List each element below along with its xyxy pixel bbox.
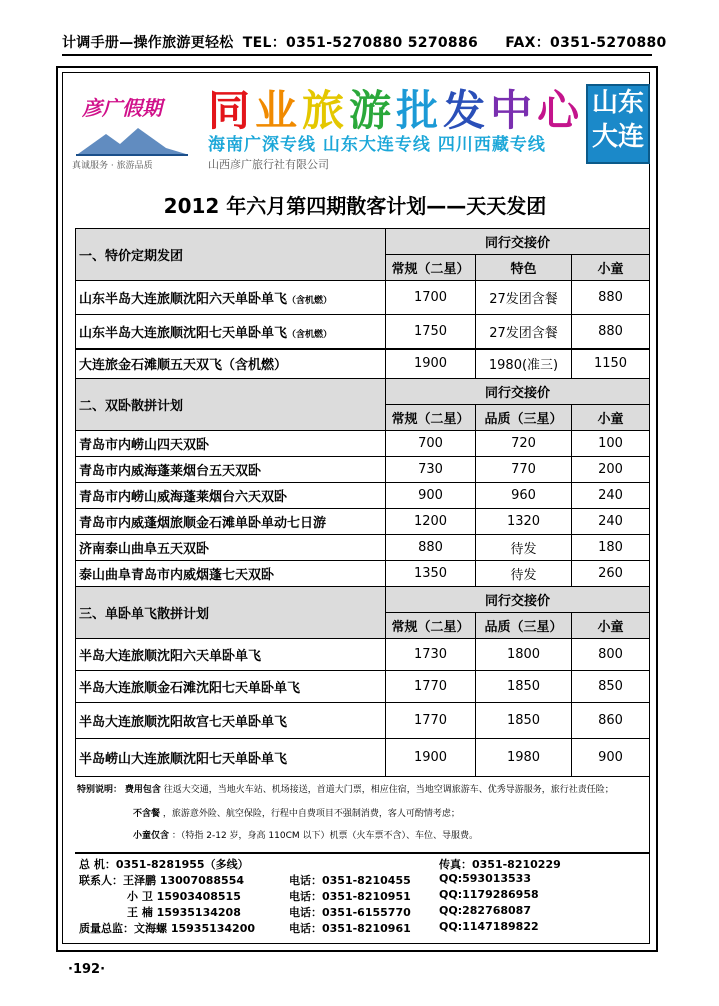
route-text: 山东半岛大连旅顺沈阳七天单卧单飞 (79, 325, 288, 341)
price-header: 同行交接价 (386, 587, 650, 613)
price-standard: 1770 (386, 703, 476, 739)
col-header: 品质（三星） (476, 405, 572, 431)
price-header: 同行交接价 (386, 229, 650, 255)
company-logo (72, 84, 196, 170)
contact-name: 小 卫 15903408515 (127, 890, 241, 903)
notes-line-included (77, 782, 614, 795)
col-header: 小童 (572, 613, 650, 639)
col-header: 特色 (476, 255, 572, 281)
contact-name: 质量总监：文海螺 15935134200 (79, 922, 256, 935)
contact-qq: QQ:593013533 (439, 872, 531, 885)
brand-name (208, 78, 584, 138)
mountain-icon (76, 126, 188, 156)
price-header: 同行交接价 (386, 379, 650, 405)
contact-tel: 电话：0351-6155770 (289, 906, 411, 919)
route-name: 泰山曲阜青岛市内威烟蓬七天双卧 (76, 561, 386, 587)
contact-tel: 电话：0351-8210455 (289, 874, 411, 887)
price-child: 200 (572, 457, 650, 483)
route-name (76, 281, 386, 315)
tour-price-table (75, 228, 650, 777)
price-standard: 1770 (386, 671, 476, 703)
price-special: 27发团含餐 (476, 281, 572, 315)
brand-char: 发 (443, 86, 491, 135)
excluded-label: 不含餐 (133, 809, 161, 819)
brand-char: 心 (537, 86, 585, 135)
price-standard: 1750 (386, 315, 476, 349)
banner (66, 76, 646, 172)
price-standard: 1730 (386, 639, 476, 671)
price-child: 260 (572, 561, 650, 587)
included-label: 费用包含 (124, 785, 161, 795)
route-name: 半岛大连旅顺沈阳故宫七天单卧单飞 (76, 703, 386, 739)
contact-name: 王 楠 15935134208 (127, 906, 241, 919)
badge-line-2: 大连 (591, 122, 644, 152)
page-title: 2012 年六月第四期散客计划——天天发团 (163, 194, 547, 218)
child-text: ：（特指 2-12 岁，身高 110CM 以下）机票（火车票不含）、车位、导服费。 (171, 831, 478, 841)
brand-char: 同 (208, 86, 256, 135)
logo-text: 彦广假期 (82, 96, 162, 120)
price-child: 240 (572, 509, 650, 535)
col-header: 常规（二星） (386, 255, 476, 281)
contact-qq: QQ:1179286958 (439, 888, 539, 901)
price-child: 860 (572, 703, 650, 739)
price-child: 880 (572, 281, 650, 315)
section-title: 一、特价定期发团 (76, 229, 386, 281)
route-name: 青岛市内威海蓬莱烟台五天双卧 (76, 457, 386, 483)
contact-qq: QQ:282768087 (439, 904, 531, 917)
table-row (76, 315, 650, 349)
col-header: 常规（二星） (386, 405, 476, 431)
main-phone: 总 机：0351-8281955（多线） (79, 858, 249, 871)
section-header-row (76, 379, 650, 405)
included-text: 往返大交通，当地火车站、机场接送，首道大门票，相应住宿，当地空调旅游车、优秀导游服务，旅行社责任险； (163, 785, 614, 795)
header-line (62, 32, 667, 56)
contact-name: 联系人：王泽鹏 13007088554 (79, 874, 245, 887)
child-label: 小童仅含 (133, 831, 170, 841)
brand-char: 批 (396, 86, 444, 135)
price-special: 1980(准三) (476, 349, 572, 379)
price-child: 100 (572, 431, 650, 457)
price-standard: 1700 (386, 281, 476, 315)
route-note: （含机燃） (287, 329, 333, 340)
route-name: 半岛大连旅顺沈阳六天单卧单飞 (76, 639, 386, 671)
col-header: 小童 (572, 255, 650, 281)
section-header-row (76, 587, 650, 613)
price-child: 900 (572, 739, 650, 777)
table-row (76, 431, 650, 457)
company-name: 山西彦广旅行社有限公司 (208, 158, 329, 171)
col-header: 品质（三星） (476, 613, 572, 639)
price-quality: 960 (476, 483, 572, 509)
price-child: 800 (572, 639, 650, 671)
table-row (76, 703, 650, 739)
price-standard: 1900 (386, 349, 476, 379)
table-row (76, 281, 650, 315)
price-standard: 880 (386, 535, 476, 561)
table-row (76, 509, 650, 535)
route-name: 青岛市内崂山四天双卧 (76, 431, 386, 457)
notes-line-excluded (133, 806, 460, 819)
price-quality: 1980 (476, 739, 572, 777)
price-quality: 720 (476, 431, 572, 457)
route-name: 济南泰山曲阜五天双卧 (76, 535, 386, 561)
logo-subtitle: 真诚服务 · 旅游品质 (72, 161, 153, 171)
special-notes (75, 776, 649, 848)
header-tel: TEL：0351-5270880 5270886 (242, 35, 479, 51)
route-text: 山东半岛大连旅顺沈阳六天单卧单飞 (79, 292, 288, 307)
section-title: 三、单卧单飞散拼计划 (76, 587, 386, 639)
brand-char: 中 (490, 86, 538, 135)
contact-qq: QQ:1147189822 (439, 920, 539, 933)
route-name: 半岛崂山大连旅顺沈阳七天单卧单飞 (76, 739, 386, 777)
page-number: ·192· (68, 962, 106, 977)
contact-tel: 电话：0351-8210951 (289, 890, 411, 903)
badge-line-1: 山东 (591, 88, 644, 118)
price-quality: 1320 (476, 509, 572, 535)
brand-char: 游 (349, 86, 397, 135)
section-header-row (76, 229, 650, 255)
price-child: 1150 (572, 349, 650, 379)
price-quality: 770 (476, 457, 572, 483)
price-quality: 待发 (476, 535, 572, 561)
notes-line-child (133, 828, 478, 841)
col-header: 常规（二星） (386, 613, 476, 639)
route-text: 大连旅金石滩顺五天双飞（含机燃） (79, 358, 288, 374)
notes-label: 特别说明： (77, 785, 123, 795)
table-row (76, 671, 650, 703)
contact-block (75, 852, 649, 940)
brand-char: 业 (255, 86, 303, 135)
price-special: 27发团含餐 (476, 315, 572, 349)
contact-tel: 电话：0351-8210961 (289, 922, 411, 935)
route-lines: 海南广深专线 山东大连专线 四川西藏专线 (208, 135, 546, 155)
route-name: 半岛大连旅顺金石滩沈阳七天单卧单飞 (76, 671, 386, 703)
table-row (76, 535, 650, 561)
price-standard: 1200 (386, 509, 476, 535)
fax-number: 传真：0351-8210229 (439, 858, 561, 871)
price-standard: 900 (386, 483, 476, 509)
route-name: 青岛市内威蓬烟旅顺金石滩单卧单动七日游 (76, 509, 386, 535)
table-row (76, 561, 650, 587)
table-row (76, 483, 650, 509)
table-row (76, 739, 650, 777)
region-badge (586, 84, 650, 164)
table-row (76, 639, 650, 671)
price-quality: 1800 (476, 639, 572, 671)
route-name (76, 349, 386, 379)
brand-char: 旅 (302, 86, 350, 135)
section-title: 二、双卧散拼计划 (76, 379, 386, 431)
price-quality: 待发 (476, 561, 572, 587)
price-quality: 1850 (476, 671, 572, 703)
price-quality: 1850 (476, 703, 572, 739)
route-note: （含机燃） (287, 296, 333, 306)
table-row (76, 457, 650, 483)
route-name: 青岛市内崂山威海蓬莱烟台六天双卧 (76, 483, 386, 509)
route-name (76, 315, 386, 349)
price-standard: 1900 (386, 739, 476, 777)
price-standard: 700 (386, 431, 476, 457)
price-child: 240 (572, 483, 650, 509)
header-slogan: 计调手册—操作旅游更轻松 (62, 35, 234, 51)
table-row (76, 349, 650, 379)
price-standard: 1350 (386, 561, 476, 587)
price-child: 850 (572, 671, 650, 703)
header-fax: FAX：0351-5270880 (505, 35, 667, 51)
excluded-text: ，旅游意外险、航空保险，行程中自费项目不强制消费，客人可酌情考虑； (162, 809, 460, 819)
price-child: 180 (572, 535, 650, 561)
col-header: 小童 (572, 405, 650, 431)
price-standard: 730 (386, 457, 476, 483)
price-child: 880 (572, 315, 650, 349)
